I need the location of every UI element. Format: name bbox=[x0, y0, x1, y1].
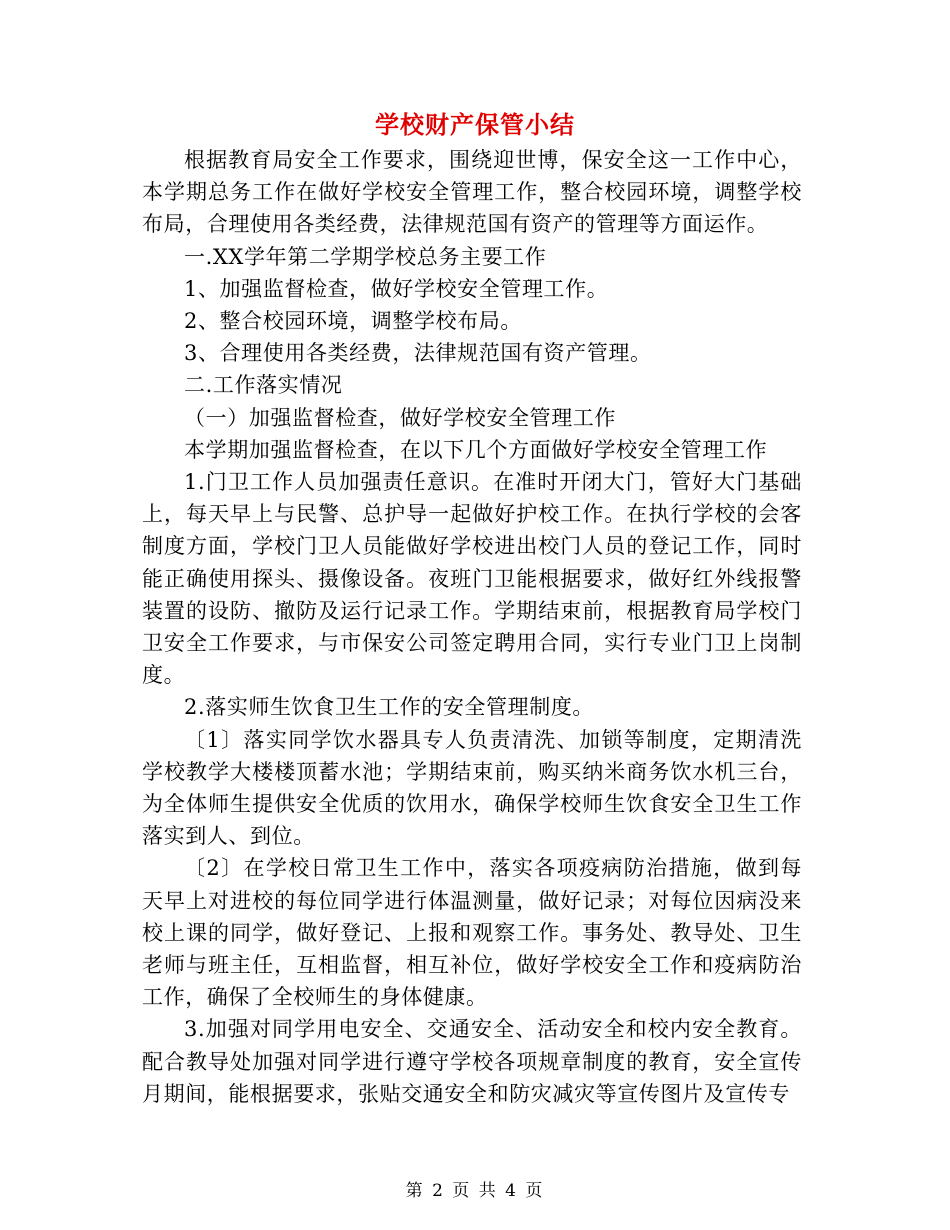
document-title: 学校财产保管小结 bbox=[375, 110, 575, 139]
paragraph: 一.XX学年第二学期学校总务主要工作 bbox=[184, 244, 547, 269]
paragraph: 2.落实师生饮食卫生工作的安全管理制度。 bbox=[184, 695, 595, 720]
paragraph: 2、整合校园环境，调整学校布局。 bbox=[184, 309, 522, 334]
paragraph: 二.工作落实情况 bbox=[184, 373, 343, 398]
paragraph: （一）加强监督检查，做好学校安全管理工作 bbox=[184, 405, 616, 430]
paragraph: 〔1〕落实同学饮水器具专人负责清洗、加锁等制度，定期清洗学校教学大楼楼顶蓄水池；学期结束前，购买纳米商务饮水机三台，为全体师生提供安全优质的饮用水，确保学校师生饮食安全卫生工作落实到人、到位。 bbox=[142, 727, 802, 849]
paragraph: 1、加强监督检查，做好学校安全管理工作。 bbox=[184, 276, 609, 301]
paragraph: 1.门卫工作人员加强责任意识。在准时开闭大门，管好大门基础上，每天早上与民警、总护导一起做好护校工作。在执行学校的会客制度方面，学校门卫人员能做好学校进出校门人员的登记工作，同时能正确使用探头、摄像设备。夜班门卫能根据要求，做好红外线报警装置的设防、撤防及运行记录工作。学期结束前，根据教育局学校门卫安全工作要求，与市保安公司签定聘用合同，实行专业门卫上岗制度。 bbox=[142, 470, 802, 688]
paragraph: 3.加强对同学用电安全、交通安全、活动安全和校内安全教育。配合教导处加强对同学进行遵守学校各项规章制度的教育，安全宣传月期间，能根据要求，张贴交通安全和防灾减灾等宣传图片及宣传专 bbox=[142, 1017, 802, 1106]
page-footer: 第 2 页 共 4 页 bbox=[405, 1181, 545, 1201]
paragraph: 3、合理使用各类经费，法律规范国有资产管理。 bbox=[184, 341, 652, 366]
paragraph: 〔2〕在学校日常卫生工作中，落实各项疫病防治措施，做到每天早上对进校的每位同学进行体温测量，做好记录；对每位因病没来校上课的同学，做好登记、上报和观察工作。事务处、教导处、卫生老师与班主任，互相监督，相互补位，做好学校安全工作和疫病防治工作，确保了全校师生的身体健康。 bbox=[142, 856, 802, 1010]
document-body bbox=[142, 144, 802, 1110]
paragraph: 根据教育局安全工作要求，围绕迎世博，保安全这一工作中心，本学期总务工作在做好学校安全管理工作，整合校园环境，调整学校布局，合理使用各类经费，法律规范国有资产的管理等方面运作。 bbox=[142, 148, 802, 237]
paragraph: 本学期加强监督检查，在以下几个方面做好学校安全管理工作 bbox=[184, 437, 768, 462]
